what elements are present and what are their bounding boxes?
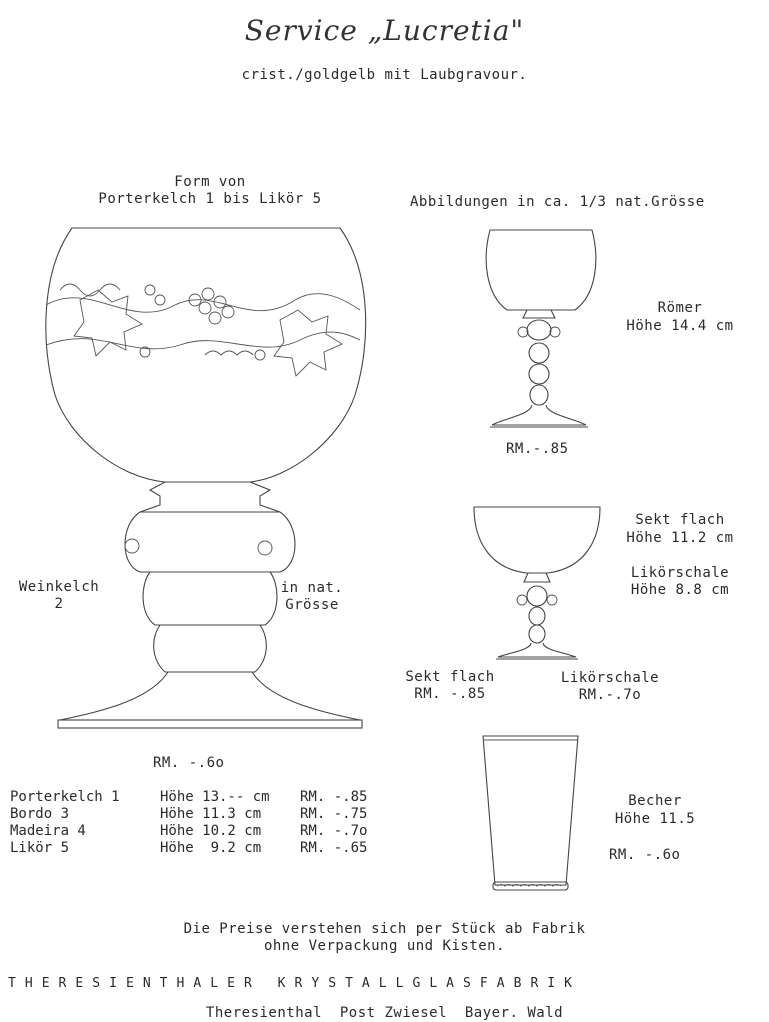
price-row [10, 823, 367, 840]
price-row-name: Bordo 3 [10, 806, 70, 822]
price-list [10, 789, 367, 857]
price-row-price: RM. -.7o [300, 823, 368, 839]
price-row-height: Höhe 13.-- cm [160, 789, 270, 805]
company-address: Theresienthal Post Zwiesel Bayer. Wald [205, 1005, 564, 1021]
price-row [10, 806, 367, 823]
becher-price: RM. -.6o [609, 847, 681, 863]
page-title: Service „Lucretia" [244, 14, 525, 47]
sekt-drawing [474, 507, 600, 659]
company-name: T H E R E S I E N T H A L E R K R Y S T A L L G L A S F A B R I K [8, 976, 573, 991]
main-glass-caption-1: Form von [174, 174, 246, 190]
price-row-price: RM. -.65 [300, 840, 368, 856]
weinkelch-price: RM. -.6o [153, 755, 225, 771]
illustration-scale-note: Abbildungen in ca. 1/3 nat.Grösse [410, 194, 705, 210]
weinkelch-label-2: 2 [54, 596, 64, 612]
price-row-name: Likör 5 [10, 840, 70, 856]
price-row-height: Höhe 11.3 cm [160, 806, 262, 822]
price-row-name: Madeira 4 [10, 823, 86, 839]
becher-drawing [483, 736, 578, 890]
likoerschale-price: RM.-.7o [578, 687, 642, 703]
becher-height: Höhe 11.5 [614, 811, 696, 827]
weinkelch-drawing [46, 228, 366, 728]
price-row [10, 789, 367, 806]
main-glass-caption-2: Porterkelch 1 bis Likör 5 [98, 191, 322, 207]
roemer-height: Höhe 14.4 cm [626, 318, 734, 334]
price-row [10, 840, 367, 857]
roemer-price: RM.-.85 [506, 441, 569, 457]
likoerschale-price-label: Likörschale [560, 670, 660, 686]
natural-size-label-2: Grösse [285, 597, 339, 613]
price-row-price: RM. -.85 [300, 789, 368, 805]
roemer-drawing [486, 230, 596, 427]
price-terms-1: Die Preise verstehen sich per Stück ab Fabrik [183, 921, 586, 937]
page-subtitle: crist./goldgelb mit Laubgravour. [241, 67, 528, 83]
weinkelch-label-1: Weinkelch [18, 579, 100, 595]
likoerschale-height: Höhe 8.8 cm [630, 582, 730, 598]
price-terms-2: ohne Verpackung und Kisten. [263, 938, 506, 954]
becher-name: Becher [628, 793, 682, 809]
price-row-height: Höhe 10.2 cm [160, 823, 262, 839]
price-row-price: RM. -.75 [300, 806, 368, 822]
natural-size-label-1: in nat. [280, 580, 344, 596]
sekt-height: Höhe 11.2 cm [626, 530, 734, 546]
sekt-price: RM. -.85 [414, 686, 486, 702]
sekt-price-label: Sekt flach [405, 669, 495, 685]
price-row-name: Porterkelch 1 [10, 789, 120, 805]
roemer-name: Römer [657, 300, 703, 316]
likoerschale-name: Likörschale [630, 565, 730, 581]
sekt-name: Sekt flach [635, 512, 725, 528]
price-row-height: Höhe 9.2 cm [160, 840, 262, 856]
